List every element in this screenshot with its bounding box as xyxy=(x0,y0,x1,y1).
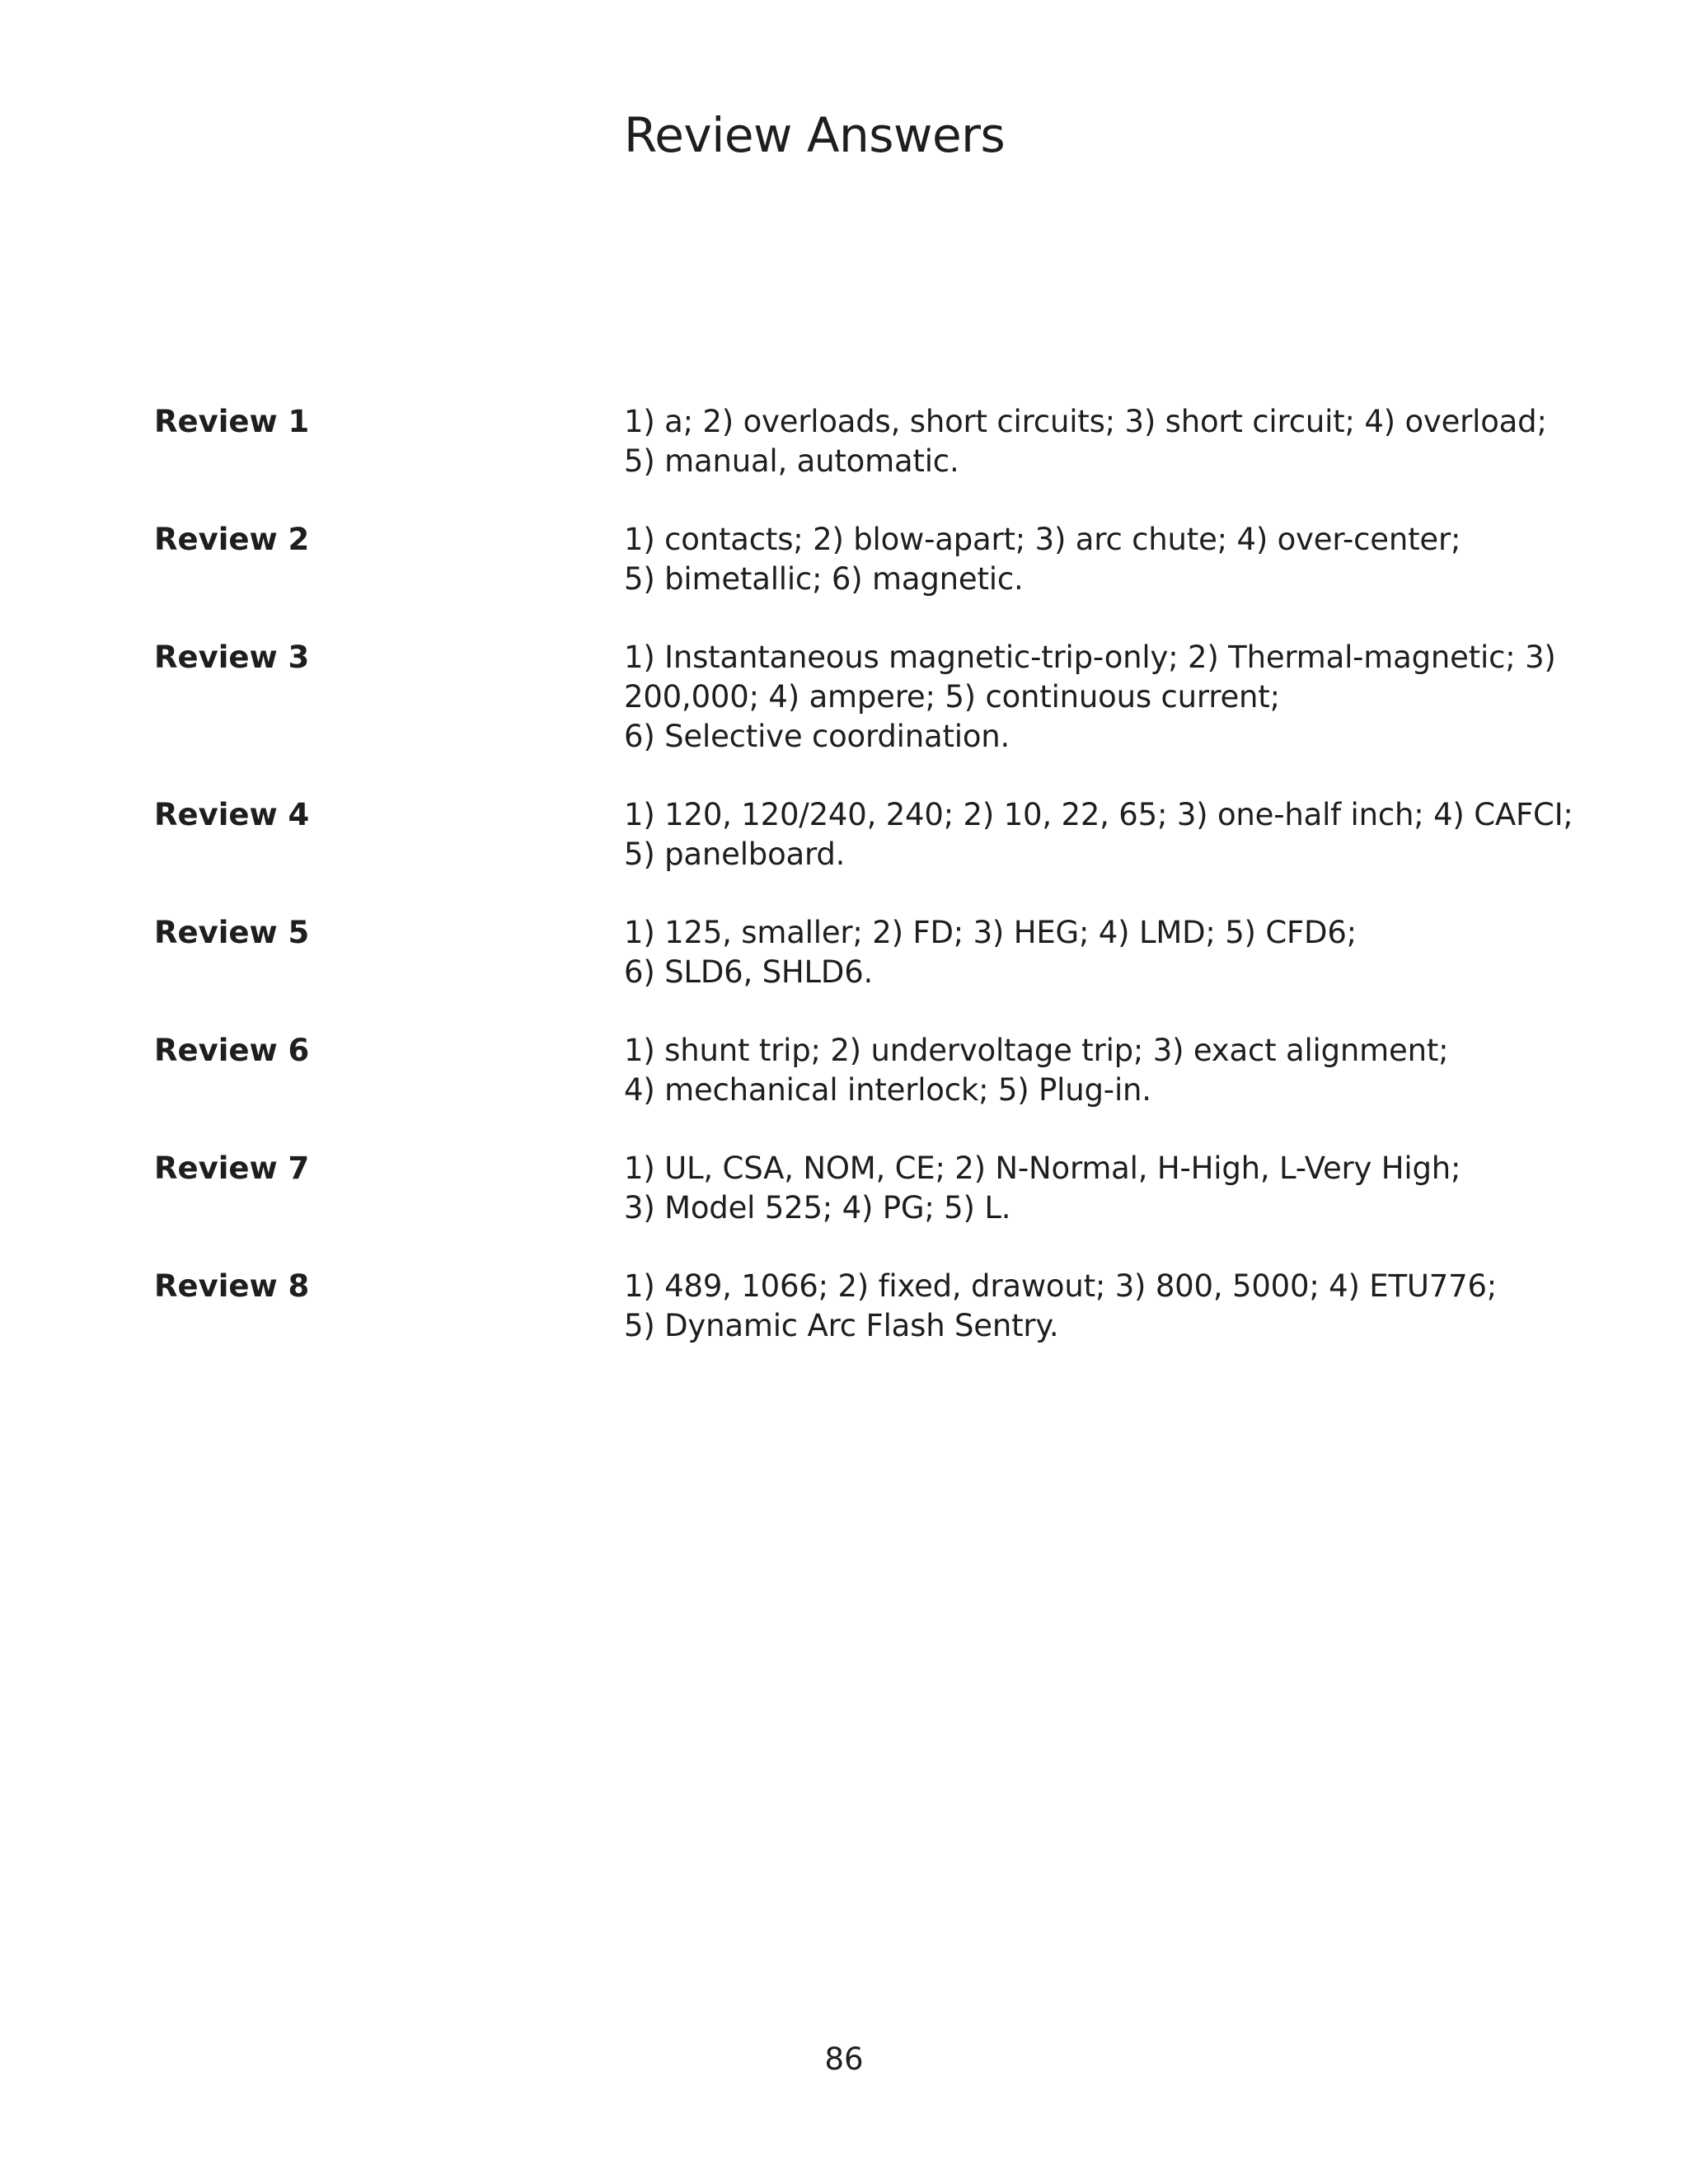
answer-line: 200,000; 4) ampere; 5) continuous current; xyxy=(624,679,1280,715)
review-label: Review 3 xyxy=(154,640,310,675)
review-answer xyxy=(624,913,1539,992)
review-row-6 xyxy=(154,1031,1539,1110)
review-row-5 xyxy=(154,913,1539,992)
review-answer xyxy=(624,1149,1539,1228)
answer-line: 6) Selective coordination. xyxy=(624,719,1010,754)
page-title: Review Answers xyxy=(624,107,1006,163)
answer-line: 5) Dynamic Arc Flash Sentry. xyxy=(624,1308,1059,1343)
answer-line: 5) panelboard. xyxy=(624,837,846,872)
review-answer xyxy=(624,638,1556,757)
answer-line: 5) manual, automatic. xyxy=(624,443,959,479)
answer-line: 6) SLD6, SHLD6. xyxy=(624,954,874,990)
review-answer xyxy=(624,1267,1539,1346)
review-row-2 xyxy=(154,520,1539,599)
review-row-7 xyxy=(154,1149,1539,1228)
review-row-3 xyxy=(154,638,1556,757)
answer-line: 1) a; 2) overloads, short circuits; 3) short circuit; 4) overload; xyxy=(624,404,1547,439)
answer-line: 1) 120, 120/240, 240; 2) 10, 22, 65; 3) one-half inch; 4) CAFCI; xyxy=(624,797,1573,832)
review-answer xyxy=(624,402,1547,481)
review-label: Review 5 xyxy=(154,915,310,950)
answer-line: 3) Model 525; 4) PG; 5) L. xyxy=(624,1190,1011,1226)
answer-line: 4) mechanical interlock; 5) Plug-in. xyxy=(624,1072,1151,1108)
review-answers-list xyxy=(154,402,1573,1385)
page-number: 86 xyxy=(824,2041,864,2077)
review-label: Review 4 xyxy=(154,797,310,832)
review-row-1 xyxy=(154,402,1547,481)
review-label: Review 2 xyxy=(154,522,310,557)
review-row-4 xyxy=(154,795,1573,874)
review-label: Review 6 xyxy=(154,1033,310,1068)
answer-line: 1) contacts; 2) blow-apart; 3) arc chute; 4) over-center; xyxy=(624,522,1461,557)
answer-line: 1) Instantaneous magnetic-trip-only; 2) Thermal-magnetic; 3) xyxy=(624,640,1556,675)
review-answer xyxy=(624,795,1573,874)
answer-line: 1) UL, CSA, NOM, CE; 2) N-Normal, H-High, L-Very High; xyxy=(624,1151,1461,1186)
answer-line: 5) bimetallic; 6) magnetic. xyxy=(624,561,1024,597)
review-row-8 xyxy=(154,1267,1539,1346)
answer-line: 1) 489, 1066; 2) fixed, drawout; 3) 800, 5000; 4) ETU776; xyxy=(624,1268,1498,1304)
review-label: Review 8 xyxy=(154,1268,310,1304)
review-label: Review 7 xyxy=(154,1151,310,1186)
review-label: Review 1 xyxy=(154,404,310,439)
review-answer xyxy=(624,1031,1539,1110)
review-answer xyxy=(624,520,1539,599)
answer-line: 1) shunt trip; 2) undervoltage trip; 3) exact alignment; xyxy=(624,1033,1449,1068)
answer-line: 1) 125, smaller; 2) FD; 3) HEG; 4) LMD; 5) CFD6; xyxy=(624,915,1357,950)
